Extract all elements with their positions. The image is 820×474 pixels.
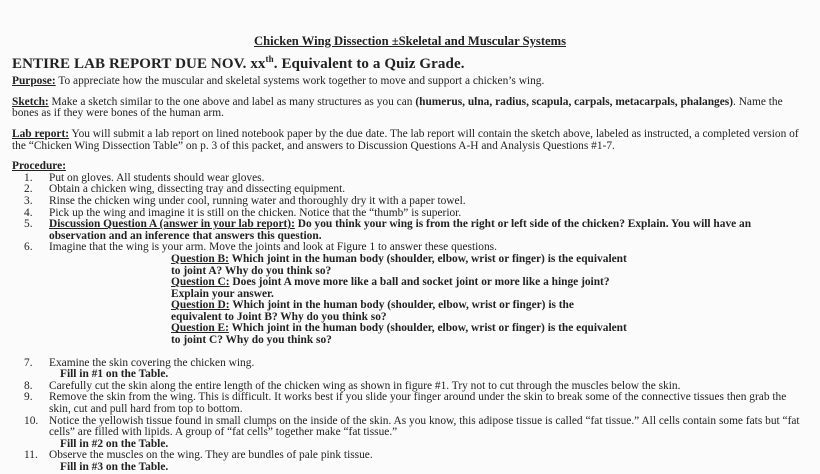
sketch-text-1: Make a sketch similar to the one above and label as many structures as you can <box>48 95 416 108</box>
step-text: Put on gloves. All students should wear gloves. <box>49 171 265 184</box>
step-number: 10. <box>24 414 39 427</box>
step-text: Remove the skin from the wing. This is difficult. It works best if you slide your finger around under the skin to break some of the connective tissues then grab the skin, cut and pull hard from top to bottom. <box>49 391 787 416</box>
question-c-label: Question C: <box>171 276 230 289</box>
step-11 <box>24 450 808 462</box>
step-text: Rinse the chicken wing under cool, running water and thoroughly dry it with a paper towel. <box>49 194 466 207</box>
due-main-text: ENTIRE LAB REPORT DUE NOV. xx <box>12 55 266 72</box>
purpose-paragraph <box>12 76 808 88</box>
question-c-line-1: Does joint A move more like a ball and socket joint or more like a hinge joint? <box>229 276 610 289</box>
fill-in-3: Fill in #3 on the Table. <box>60 461 169 473</box>
step-text: Examine the skin covering the chicken wing. <box>49 356 255 369</box>
sketch-bone-list: (humerus, ulna, radius, scapula, carpals, metacarpals, phalanges) <box>415 95 734 108</box>
step-number: 6. <box>24 241 33 254</box>
step-number: 9. <box>24 391 33 404</box>
due-date-heading <box>12 54 808 71</box>
question-d-label: Question D: <box>171 299 230 312</box>
lab-report-label: Lab report: <box>12 127 70 140</box>
step-number: 2. <box>24 183 33 196</box>
step-number: 11. <box>24 449 38 462</box>
question-b-line-1: Which joint in the human body (shoulder, elbow, wrist or finger) is the equivalent <box>228 252 627 265</box>
step-10 <box>24 416 808 439</box>
due-tail-text: . Equivalent to a Quiz Grade. <box>273 55 465 72</box>
question-b-label: Question B: <box>171 252 229 265</box>
discussion-question-a-text: Do you think your wing is from the right or left side of the chicken? Explain. You will have an observation and an inference that answers this question. <box>49 218 752 242</box>
page-title: Chicken Wing Dissection ±Skeletal and Muscular Systems <box>254 34 566 48</box>
sketch-label: Sketch: <box>12 95 49 108</box>
fill-in-2: Fill in #2 on the Table. <box>60 437 169 450</box>
step-5 <box>24 219 808 242</box>
step-number: 8. <box>24 379 33 392</box>
question-c-line-2: Explain your answer. <box>171 287 274 300</box>
question-d-line-2: equivalent to Joint B? Why do you think so? <box>171 310 387 323</box>
lab-report-text: You will submit a lab report on lined notebook paper by the due date. The lab report will contain the sketch above, labeled as instructed, a completed version of the “Chicken Wing Dissection Table” on p. 3 of this packet, and answers to Discussion Questions A-H and Analysis Questions #1-7. <box>12 127 799 152</box>
question-e-line-2: to joint C? Why do you think so? <box>171 334 332 347</box>
procedure-list <box>12 173 808 474</box>
step-number: 3. <box>24 194 33 207</box>
step-number: 1. <box>24 171 33 184</box>
question-e <box>171 323 808 346</box>
step-number: 7. <box>24 356 33 369</box>
question-c <box>171 277 808 300</box>
sketch-text-2: . Name the bones as if they were bones of the human arm. <box>12 95 783 120</box>
question-e-line-1: Which joint in the human body (shoulder, elbow, wrist or finger) is the equivalent <box>228 322 627 335</box>
lab-report-paragraph <box>12 129 808 152</box>
question-e-label: Question E: <box>171 322 229 335</box>
step-number: 5. <box>24 218 33 231</box>
question-d <box>171 300 808 323</box>
purpose-label: Purpose: <box>12 75 56 88</box>
procedure-label: Procedure: <box>12 160 66 173</box>
step-number: 4. <box>24 206 33 219</box>
question-d-line-1: Which joint in the human body (shoulder, elbow, wrist or finger) is the <box>229 299 574 312</box>
step-text: Carefully cut the skin along the entire length of the chicken wing as shown in figure #1. Try not to cut through the muscles below the skin. <box>49 379 681 392</box>
sketch-paragraph <box>12 97 808 120</box>
question-b-line-2: to joint A? Why do you think so? <box>171 264 332 277</box>
discussion-question-a-label: Discussion Question A (answer in your lab report): <box>49 218 295 231</box>
step-text: Pick up the wing and imagine it is still on the chicken. Notice that the “thumb” is superior. <box>49 206 462 219</box>
step-text: Imagine that the wing is your arm. Move the joints and look at Figure 1 to answer these questions. <box>49 241 497 254</box>
step-text: Obtain a chicken wing, dissecting tray and dissecting equipment. <box>49 183 346 196</box>
question-b <box>171 254 808 277</box>
step-text: Observe the muscles on the wing. They are bundles of pale pink tissue. <box>49 449 373 462</box>
purpose-text: To appreciate how the muscular and skeletal systems work together to move and support a chicken’s wing. <box>55 75 545 88</box>
due-superscript: th <box>265 53 274 64</box>
fill-in-1: Fill in #1 on the Table. <box>60 368 169 381</box>
step-text: Notice the yellowish tissue found in small clumps on the inside of the skin. As you know, this adipose tissue is called “fat tissue.” All cells contain some fats but “fat cells” are filled with lipids. A group of “fat cells” together make “fat tissue.” <box>49 414 800 439</box>
step-9 <box>24 392 808 415</box>
